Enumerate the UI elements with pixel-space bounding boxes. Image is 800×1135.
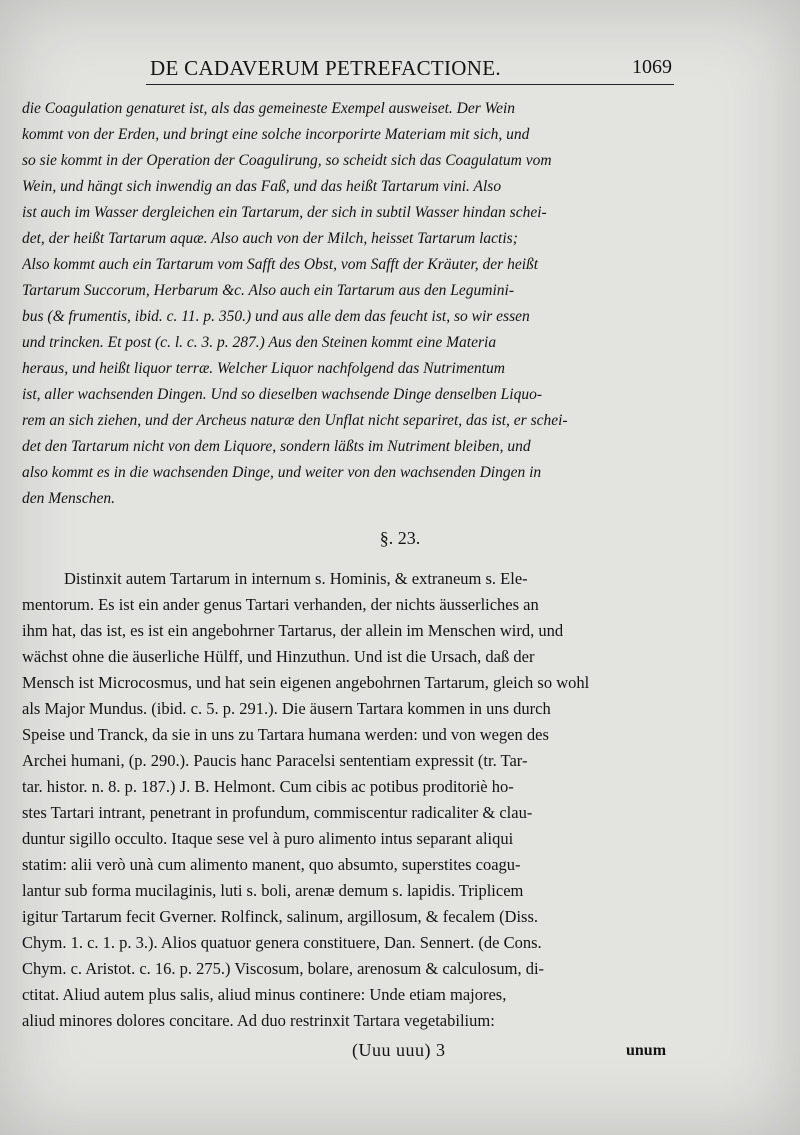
text-line: ctitat. Aliud autem plus salis, aliud minus continere: Unde etiam majores, <box>22 985 507 1004</box>
text-line: Speise und Tranck, da sie in uns zu Tartara humana werden: und von wegen des <box>22 725 549 744</box>
text-line: Distinxit autem Tartarum in internum s. Hominis, & extraneum s. Ele- <box>64 569 528 588</box>
text-line: heraus, und heißt liquor terræ. Welcher Liquor nachfolgend das Nutrimentum <box>22 360 505 377</box>
text-line: det den Tartarum nicht von dem Liquore, sondern läßts im Nutriment bleiben, und <box>22 438 531 455</box>
text-line: Chym. c. Aristot. c. 16. p. 275.) Viscosum, bolare, arenosum & calculosum, di- <box>22 959 545 978</box>
text-line: kommt von der Erden, und bringt eine solche incorporirte Materiam mit sich, und <box>22 126 530 143</box>
text-line: also kommt es in die wachsenden Dinge, und weiter von den wachsenden Dingen in <box>22 464 542 481</box>
paragraph-german <box>22 96 678 512</box>
text-line: wächst ohne die äuserliche Hülff, und Hinzuthun. Und ist die Ursach, daß der <box>22 647 535 666</box>
text-line: tar. histor. n. 8. p. 187.) J. B. Helmont. Cum cibis ac potibus proditoriè ho- <box>22 777 514 796</box>
text-line: duntur sigillo occulto. Itaque sese vel à puro alimento intus separant aliqui <box>22 829 514 848</box>
text-line: ist auch im Wasser dergleichen ein Tartarum, der sich in subtil Wasser hindan schei- <box>22 204 547 221</box>
text-line: mentorum. Es ist ein ander genus Tartari verhanden, der nichts äusserliches an <box>22 595 539 614</box>
text-line: Archei humani, (p. 290.). Paucis hanc Paracelsi sententiam expressit (tr. Tar- <box>22 751 528 770</box>
text-line: bus (& frumentis, ibid. c. 11. p. 350.) und aus alle dem das feucht ist, so wir essen <box>22 308 530 325</box>
text-line: igitur Tartarum fecit Gverner. Rolfinck, salinum, argillosum, & fecalem (Diss. <box>22 907 539 926</box>
text-line: den Menschen. <box>22 490 115 507</box>
text-line: det, der heißt Tartarum aquæ. Also auch von der Milch, heisset Tartarum lactis; <box>22 230 518 247</box>
header-title: DE CADAVERUM PETREFACTIONE. <box>150 56 501 80</box>
text-line: stes Tartari intrant, penetrant in profundum, commiscentur radicaliter & clau- <box>22 803 533 822</box>
text-line: so sie kommt in der Operation der Coagulirung, so scheidt sich das Coagulatum vom <box>22 152 552 169</box>
signature-mark: (Uuu uuu) 3 <box>352 1040 446 1060</box>
text-line: lantur sub forma mucilaginis, luti s. boli, arenæ demum s. lapidis. Triplicem <box>22 881 524 900</box>
text-line: rem an sich ziehen, und der Archeus naturæ den Unflat nicht separiret, das ist, er schei- <box>22 412 568 429</box>
catchword: unum <box>626 1042 667 1059</box>
page-number: 1069 <box>632 56 672 78</box>
section-mark: §. 23. <box>379 528 421 548</box>
text-line: Mensch ist Microcosmus, und hat sein eigenen angebohrnen Tartarum, gleich so wohl <box>22 673 590 692</box>
text-line: und trincken. Et post (c. l. c. 3. p. 287.) Aus den Steinen kommt eine Materia <box>22 334 497 351</box>
text-line: Also kommt auch ein Tartarum vom Safft des Obst, vom Safft der Kräuter, der heißt <box>22 256 539 273</box>
text-line: die Coagulation genaturet ist, als das gemeineste Exempel ausweiset. Der Wein <box>22 100 516 117</box>
text-line: ist, aller wachsenden Dingen. Und so dieselben wachsende Dinge denselben Liquo- <box>22 386 543 403</box>
text-line: aliud minores dolores concitare. Ad duo restrinxit Tartara vegetabilium: <box>22 1011 495 1030</box>
text-line: Tartarum Succorum, Herbarum &c. Also auch ein Tartarum aus den Legumini- <box>22 282 514 299</box>
text-line: Chym. 1. c. 1. p. 3.). Alios quatuor genera constituere, Dan. Sennert. (de Cons. <box>22 933 542 952</box>
paragraph-latin <box>22 566 678 1034</box>
text-line: als Major Mundus. (ibid. c. 5. p. 291.). Die äusern Tartara kommen in uns durch <box>22 699 551 718</box>
text-line: statim: alii verò unà cum alimento manent, quo absumto, superstites coagu- <box>22 855 521 874</box>
running-header <box>146 54 674 85</box>
text-line: Wein, und hängt sich inwendig an das Faß, und das heißt Tartarum vini. Also <box>22 178 502 195</box>
text-line: ihm hat, das ist, es ist ein angebohrner Tartarus, der allein im Menschen wird, und <box>22 621 564 640</box>
